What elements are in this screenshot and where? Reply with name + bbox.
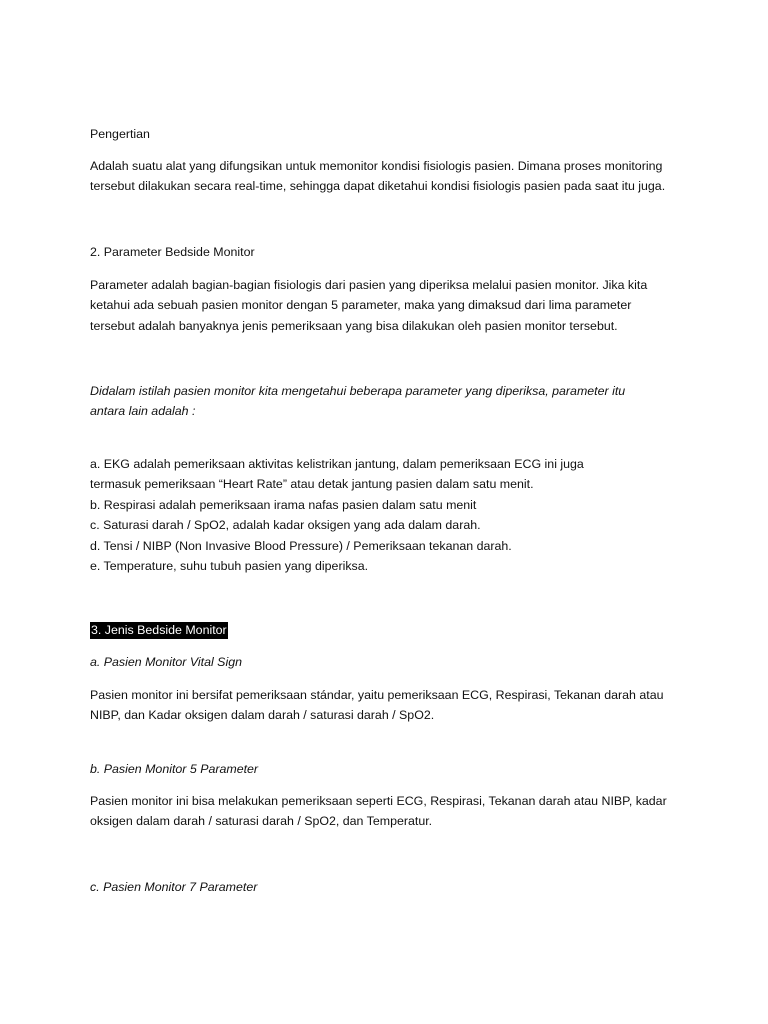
heading-jenis-bedside-monitor (90, 620, 690, 640)
heading-pengertian: Pengertian (90, 127, 150, 141)
list-item: e. Temperature, suhu tubuh pasien yang diperiksa. (90, 559, 369, 574)
paragraph-italic-intro (90, 381, 690, 422)
list-item: termasuk pemeriksaan “Heart Rate” atau detak jantung pasien dalam satu menit. (90, 477, 534, 492)
text-line: tersebut adalah banyaknya jenis pemeriksaan yang bisa dilakukan oleh pasien monitor tersebut. (90, 318, 618, 333)
list-item: d. Tensi / NIBP (Non Invasive Blood Pressure) / Pemeriksaan tekanan darah. (90, 538, 512, 553)
text-line: Adalah suatu alat yang difungsikan untuk memonitor kondisi fisiologis pasien. Dimana proses monitoring (90, 159, 663, 173)
text-line: Pasien monitor ini bersifat pemeriksaan stándar, yaitu pemeriksaan ECG, Respirasi, Tekanan darah atau (90, 688, 664, 702)
subheading-vital-sign: a. Pasien Monitor Vital Sign (90, 655, 242, 669)
subheading-5-parameter: b. Pasien Monitor 5 Parameter (90, 762, 259, 776)
paragraph-parameter (90, 275, 690, 336)
paragraph-5-parameter (90, 791, 690, 832)
subheading-7-parameter: c. Pasien Monitor 7 Parameter (90, 880, 258, 894)
parameter-list (90, 454, 690, 576)
text-line: NIBP, dan Kadar oksigen dalam darah / saturasi darah / SpO2. (90, 708, 435, 723)
text-line: ketahui ada sebuah pasien monitor dengan 5 parameter, maka yang dimaksud dari lima parameter (90, 298, 632, 313)
heading-parameter-bedside-monitor: 2. Parameter Bedside Monitor (90, 245, 255, 259)
list-item: a. EKG adalah pemeriksaan aktivitas kelistrikan jantung, dalam pemeriksaan ECG ini juga (90, 457, 584, 471)
paragraph-vital-sign (90, 685, 690, 726)
text-line: Parameter adalah bagian-bagian fisiologis dari pasien yang diperiksa melalui pasien monitor. Jika kita (90, 278, 648, 292)
list-item: c. Saturasi darah / SpO2, adalah kadar oksigen yang ada dalam darah. (90, 518, 481, 533)
text-line: antara lain adalah : (90, 404, 196, 419)
text-line: oksigen dalam darah / saturasi darah / SpO2, dan Temperatur. (90, 814, 433, 829)
paragraph-pengertian (90, 156, 690, 197)
highlighted-heading: 3. Jenis Bedside Monitor (91, 623, 227, 637)
text-line: tersebut dilakukan secara real-time, sehingga dapat diketahui kondisi fisiologis pasien pada saat itu juga. (90, 179, 666, 194)
text-line: Pasien monitor ini bisa melakukan pemeriksaan seperti ECG, Respirasi, Tekanan darah atau NIBP, kadar (90, 794, 667, 808)
text-line: Didalam istilah pasien monitor kita mengetahui beberapa parameter yang diperiksa, parameter itu (90, 384, 626, 398)
list-item: b. Respirasi adalah pemeriksaan irama nafas pasien dalam satu menit (90, 497, 477, 512)
